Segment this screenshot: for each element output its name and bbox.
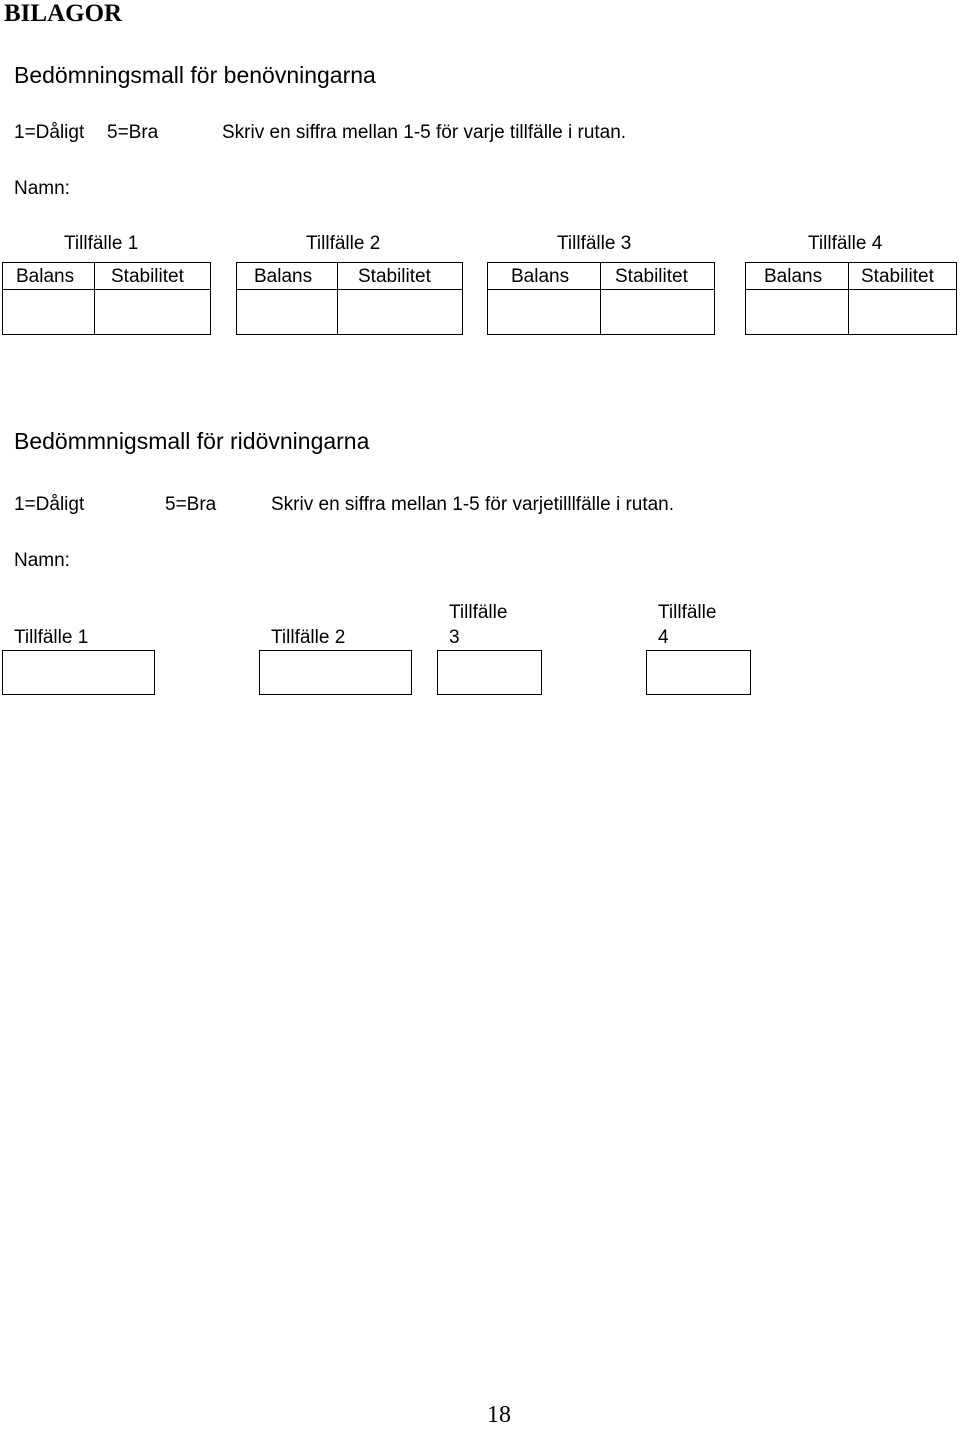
section1-occasion-2-stabilitet-cell[interactable] [337, 262, 463, 335]
page-heading: BILAGOR [4, 0, 123, 27]
section1-occasion-3-stabilitet-header: Stabilitet [615, 266, 688, 287]
section1-occasion-2-balans-header: Balans [254, 266, 313, 287]
section1-occasion-1-balans-header: Balans [16, 266, 75, 287]
section1-scale-high: 5=Bra [107, 122, 159, 143]
section1-occasion-2-balans-cell[interactable] [236, 262, 338, 335]
section1-occasion-1-label: Tillfälle 1 [64, 233, 139, 254]
section2-occasion-4-cell[interactable] [646, 650, 751, 695]
section2-name-label: Namn: [14, 550, 70, 571]
section1-occasion-3-stabilitet-cell[interactable] [600, 262, 715, 335]
section1-name-label: Namn: [14, 178, 70, 199]
page-number: 18 [487, 1402, 511, 1428]
section1-occasion-3-balans-cell[interactable] [487, 262, 601, 335]
section2-occasion-3-cell[interactable] [437, 650, 542, 695]
section2-occasion-2-label: Tillfälle 2 [271, 627, 346, 648]
section1-title: Bedömningsmall för benövningarna [14, 62, 376, 88]
section2-instruction: Skriv en siffra mellan 1-5 för varjetilllfälle i rutan. [271, 494, 675, 515]
section1-occasion-3-balans-header: Balans [511, 266, 570, 287]
section2-occasion-3-label-line2: 3 [449, 627, 460, 648]
section1-occasion-1-stabilitet-cell[interactable] [94, 262, 211, 335]
section1-occasion-1-balans-cell[interactable] [2, 262, 95, 335]
section1-occasion-3-label: Tillfälle 3 [557, 233, 632, 254]
section1-occasion-4-stabilitet-header: Stabilitet [861, 266, 934, 287]
section1-occasion-2-label: Tillfälle 2 [306, 233, 381, 254]
section1-occasion-2-stabilitet-header: Stabilitet [358, 266, 431, 287]
section2-occasion-2-cell[interactable] [259, 650, 412, 695]
section2-scale-low: 1=Dåligt [14, 494, 85, 515]
section2-occasion-4-label-line1: Tillfälle [658, 602, 717, 623]
section1-occasion-1-stabilitet-header: Stabilitet [111, 266, 184, 287]
section1-occasion-4-label: Tillfälle 4 [808, 233, 883, 254]
section1-instruction: Skriv en siffra mellan 1-5 för varje tillfälle i rutan. [222, 122, 627, 143]
section1-occasion-4-balans-cell[interactable] [745, 262, 849, 335]
section2-occasion-3-label-line1: Tillfälle [449, 602, 508, 623]
section2-occasion-1-cell[interactable] [2, 650, 155, 695]
section2-occasion-1-label: Tillfälle 1 [14, 627, 89, 648]
section2-title: Bedömmnigsmall för ridövningarna [14, 428, 370, 454]
section1-occasion-4-stabilitet-cell[interactable] [848, 262, 957, 335]
section2-scale-high: 5=Bra [165, 494, 217, 515]
section1-scale-low: 1=Dåligt [14, 122, 85, 143]
section1-occasion-4-balans-header: Balans [764, 266, 823, 287]
section2-occasion-4-label-line2: 4 [658, 627, 669, 648]
